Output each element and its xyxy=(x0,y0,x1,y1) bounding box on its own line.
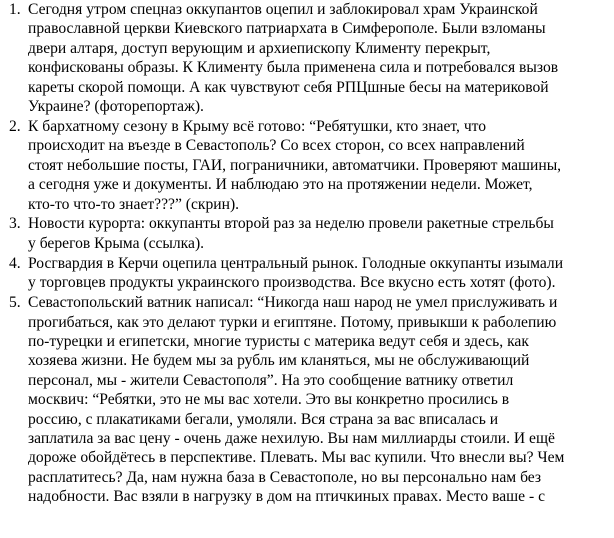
item-text-line: по-турецки и египетски, многие туристы с материка ведут себя и здесь, как xyxy=(28,332,529,350)
item-text-line: а сегодня уже и документы. И наблюдаю это на протяжении недели. Может, xyxy=(28,176,533,194)
item-text-line: Росгвардия в Керчи оцепила центральный рынок. Голодные оккупанты изымали xyxy=(28,254,564,272)
news-item xyxy=(0,117,614,214)
item-text-line: надобности. Вас взяли в нагрузку в дом на птичкиных правах. Место ваше - с xyxy=(28,488,545,506)
item-text-line: Сегодня утром спецназ оккупантов оцепил и заблокировал храм Украинской xyxy=(28,1,538,18)
item-text-line: россию, с плакатиками бегали, умоляли. Вся страна за вас вписалась и xyxy=(28,410,499,428)
item-text-line: стоят небольшие посты, ГАИ, пограничники, автоматчики. Проверяют машины, xyxy=(28,156,562,174)
item-text-line: кареты скорой помощи. А как чувствуют себя РПЦшные бесы на материковой xyxy=(28,78,549,96)
item-text-line: Новости курорта: оккупанты второй раз за неделю провели ракетные стрельбы xyxy=(28,215,554,233)
news-item xyxy=(0,254,614,293)
item-text-line: православной церкви Киевского патриархата в Симферополе. Были взломаны xyxy=(28,20,546,38)
item-text-line: Украине? (фоторепортаж). xyxy=(28,98,204,116)
item-number: 2. xyxy=(9,117,21,135)
item-number: 1. xyxy=(9,1,21,18)
item-text-line: персонал, мы - жители Севастополя”. На это сообщение ватнику ответил xyxy=(28,371,514,389)
item-text-line: происходит на въезде в Севастополь? Со всех сторон, со всех направлений xyxy=(28,137,525,155)
item-text-line: у торговцев продукты украинского производства. Все вкусно есть хотят (фото). xyxy=(28,274,556,292)
item-text-line: Севастопольский ватник написал: “Никогда наш народ не умел прислуживать и xyxy=(28,294,558,312)
item-text-line: у берегов Крыма (ссылка). xyxy=(28,234,205,252)
item-number: 5. xyxy=(9,294,21,312)
item-number: 4. xyxy=(9,254,21,272)
item-text-line: прогибаться, как это делают турки и египтяне. Потому, привыкши к раболепию xyxy=(28,313,557,331)
news-item xyxy=(0,293,614,506)
item-number: 3. xyxy=(9,215,21,233)
news-item xyxy=(0,0,614,116)
item-text-line: хозяева жизни. Не будем мы за рубль им кланяться, мы не обслуживающий xyxy=(28,352,530,370)
item-text-line: дороже обойдётесь в перспективе. Плевать. Мы вас купили. Что внесли вы? Чем xyxy=(28,449,565,467)
item-text-line: расплатитесь? Да, нам нужна база в Севастополе, но вы персонально нам без xyxy=(28,468,542,486)
item-text-line: заплатила за вас цену - очень даже нехилую. Вы нам миллиарды стоили. И ещё xyxy=(28,429,555,447)
item-text-line: москвич: “Ребятки, это не мы вас хотели. Это вы конкретно просились в xyxy=(28,391,510,409)
news-item xyxy=(0,214,614,253)
item-text-line: двери алтаря, доступ верующим и архиепископу Клименту перекрыт, xyxy=(28,39,491,57)
item-text-line: К бархатному сезону в Крыму всё готово: “Ребятушки, кто знает, что xyxy=(28,117,487,135)
item-text-line: конфискованы образы. К Клименту была применена сила и потребовался вызов xyxy=(28,59,559,77)
item-text-line: кто-то что-то знает???” (скрин). xyxy=(28,195,240,213)
